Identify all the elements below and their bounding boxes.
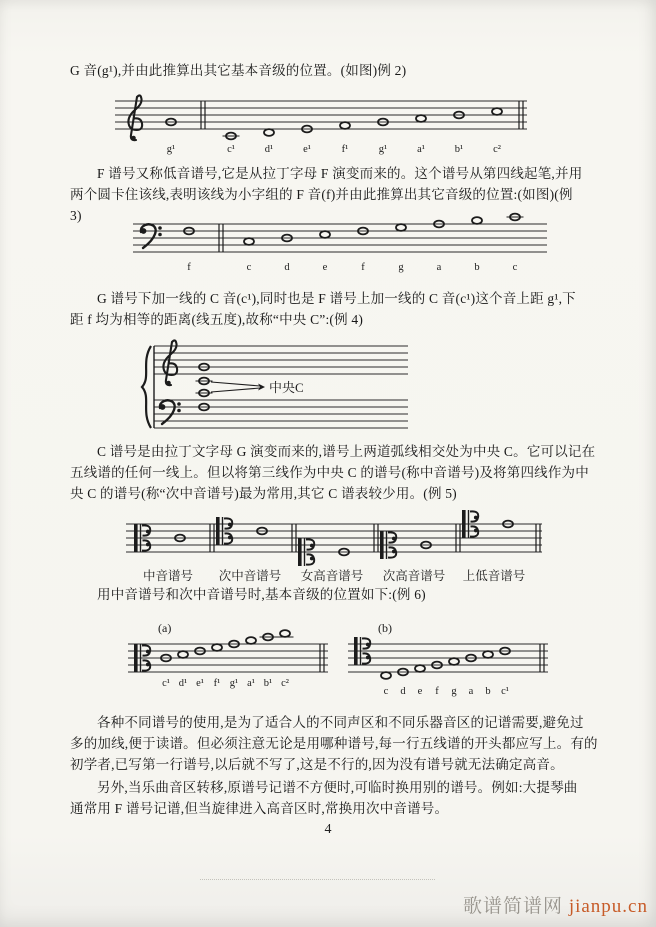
text-line: 五线谱的任何一线上。但以将第三线作为中央 C 的谱号(称中音谱号)及将第四线作为中 (70, 465, 589, 480)
paragraph-alto-tenor-usage (70, 584, 594, 605)
note-label: b¹ (263, 678, 273, 689)
staff-text-label: 中音谱号 (142, 569, 194, 583)
whole-note (449, 658, 459, 665)
watermark-site-url: jianpu.cn (568, 896, 648, 917)
whole-note (246, 637, 256, 644)
staff-text-label: 女高音谱号 (300, 569, 364, 583)
staff-text-label: 次高音谱号 (382, 569, 446, 583)
watermark (463, 891, 648, 918)
c-clef-icon (216, 517, 220, 545)
staff-example-6-alto-tenor-scales (128, 620, 550, 708)
note-label: c¹ (162, 678, 170, 689)
note-label: f¹ (341, 144, 349, 155)
page-number: 4 (324, 822, 332, 837)
whole-note (381, 672, 391, 679)
note-label: d¹ (264, 144, 274, 155)
paragraph-middle-c (70, 288, 594, 330)
whole-note (483, 651, 493, 658)
watermark-site-name: 歌谱简谱网 (463, 896, 564, 917)
whole-note (396, 224, 406, 231)
note-label: g¹ (166, 144, 176, 155)
note-label: g¹ (378, 144, 388, 155)
whole-note (415, 665, 425, 672)
staff-text-label: 中央C (269, 380, 304, 395)
whole-note (178, 651, 188, 658)
text-line: 多的加线,便于读谱。但必须注意无论是用哪种谱号,每一行五线谱的开头都应写上。有的 (70, 736, 598, 751)
note-label: f (187, 262, 191, 273)
note-label: d (400, 686, 406, 697)
note-label: f (435, 686, 439, 697)
text-line: 3) (70, 208, 82, 223)
text-line: 用中音谱号和次中音谱号时,基本音级的位置如下:(例 6) (97, 587, 426, 602)
text-line: G 音(g¹),并由此推算出其它基本音级的位置。(如图)例 2) (70, 63, 407, 78)
note-label: g (451, 686, 457, 697)
brace-icon (142, 346, 151, 428)
text-line: 初学者,已写第一行谱号,以后就不写了,这是不行的,因为没有谱号就无法确定高音。 (70, 757, 564, 772)
bass-clef-icon (141, 224, 156, 248)
staff-text-label: 上低音谱号 (462, 569, 526, 583)
note-label: e (322, 262, 328, 273)
note-label: a¹ (247, 678, 255, 689)
text-line: G 谱号下加一线的 C 音(c¹),同时也是 F 谱号上加一线的 C 音(c¹)这个音上距 g¹,下 (97, 291, 576, 306)
c-clef-icon (134, 524, 138, 552)
note-label: c¹ (501, 686, 509, 697)
c-clef-icon (134, 644, 138, 672)
note-label: c² (281, 678, 289, 689)
pointer-arrow-line (211, 388, 260, 392)
note-label: d¹ (178, 678, 188, 689)
note-label: c¹ (227, 144, 235, 155)
staff-text-label: (b) (378, 621, 392, 635)
whole-note (280, 630, 290, 637)
arrowhead-icon (258, 384, 265, 391)
note-label: d (284, 262, 290, 273)
note-label: a¹ (417, 144, 425, 155)
paragraph-clef-switching (70, 777, 594, 819)
whole-note (472, 217, 482, 224)
c-clef-icon (380, 531, 384, 559)
note-label: c (246, 262, 252, 273)
staff-example-3-bass-scale (133, 212, 547, 276)
text-line: C 谱号是由拉丁文字母 G 演变而来的,谱号上两道弧线相交处为中央 C。它可以记在 (97, 444, 596, 459)
staff-example-4-grand-staff-middle-c (138, 334, 410, 440)
whole-note (340, 122, 350, 129)
text-line: 各种不同谱号的使用,是为了适合人的不同声区和不同乐器音区的记谱需要,避免过 (97, 715, 584, 730)
staff-example-5-c-clefs (126, 506, 548, 586)
paragraph-c-clef (70, 441, 594, 504)
text-line: 两个圆卡住该线,表明该线为小字组的 F 音(f)并由此推算出其它音级的位置:(如图)(例 (70, 187, 573, 202)
note-label: e (417, 686, 423, 697)
treble-clef-icon (163, 340, 177, 385)
text-line: 另外,当乐曲音区转移,原谱号记谱不方便时,可临时换用别的谱号。例如:大提琴曲 (97, 780, 578, 795)
whole-note (212, 644, 222, 651)
note-label: b (474, 262, 480, 273)
note-label: g (398, 262, 404, 273)
note-label: c (383, 686, 389, 697)
note-label: g¹ (229, 678, 239, 689)
text-line: 央 C 的谱号(称“次中音谱号)最为常用,其它 C 谱表较少用。(例 5) (70, 486, 457, 501)
whole-note (492, 108, 502, 115)
staff-text-label: 次中音谱号 (218, 569, 282, 583)
note-label: b (485, 686, 491, 697)
treble-clef-icon (128, 95, 142, 140)
note-label: a (468, 686, 474, 697)
staff-example-2-treble-scale (115, 92, 539, 158)
pointer-arrow-line (211, 382, 260, 386)
text-line: F 谱号又称低音谱号,它是从拉丁字母 F 演变而来的。这个谱号从第四线起笔,并用 (97, 166, 583, 181)
paragraph-g-clef-intro (70, 60, 594, 81)
scan-artifact-line (200, 879, 435, 880)
paragraph-clef-usage-note (70, 712, 598, 775)
whole-note (416, 115, 426, 122)
note-label: c (512, 262, 518, 273)
note-label: b¹ (454, 144, 464, 155)
note-label: c² (493, 144, 501, 155)
staff-text-label: (a) (158, 621, 172, 635)
note-label: e¹ (303, 144, 311, 155)
note-label: f¹ (213, 678, 221, 689)
note-label: a (436, 262, 442, 273)
whole-note (264, 129, 274, 136)
text-line: 距 f 均为相等的距离(线五度),故称“中央 C”:(例 4) (70, 312, 364, 327)
text-line: 通常用 F 谱号记谱,但当旋律进入高音区时,常换用次中音谱号。 (70, 801, 449, 816)
whole-note (320, 231, 330, 238)
note-label: f (361, 262, 365, 273)
c-clef-icon (354, 637, 358, 665)
note-label: e¹ (196, 678, 204, 689)
bass-clef-icon (160, 400, 175, 424)
c-clef-icon (298, 538, 302, 566)
whole-note (244, 238, 254, 245)
c-clef-icon (462, 510, 466, 538)
